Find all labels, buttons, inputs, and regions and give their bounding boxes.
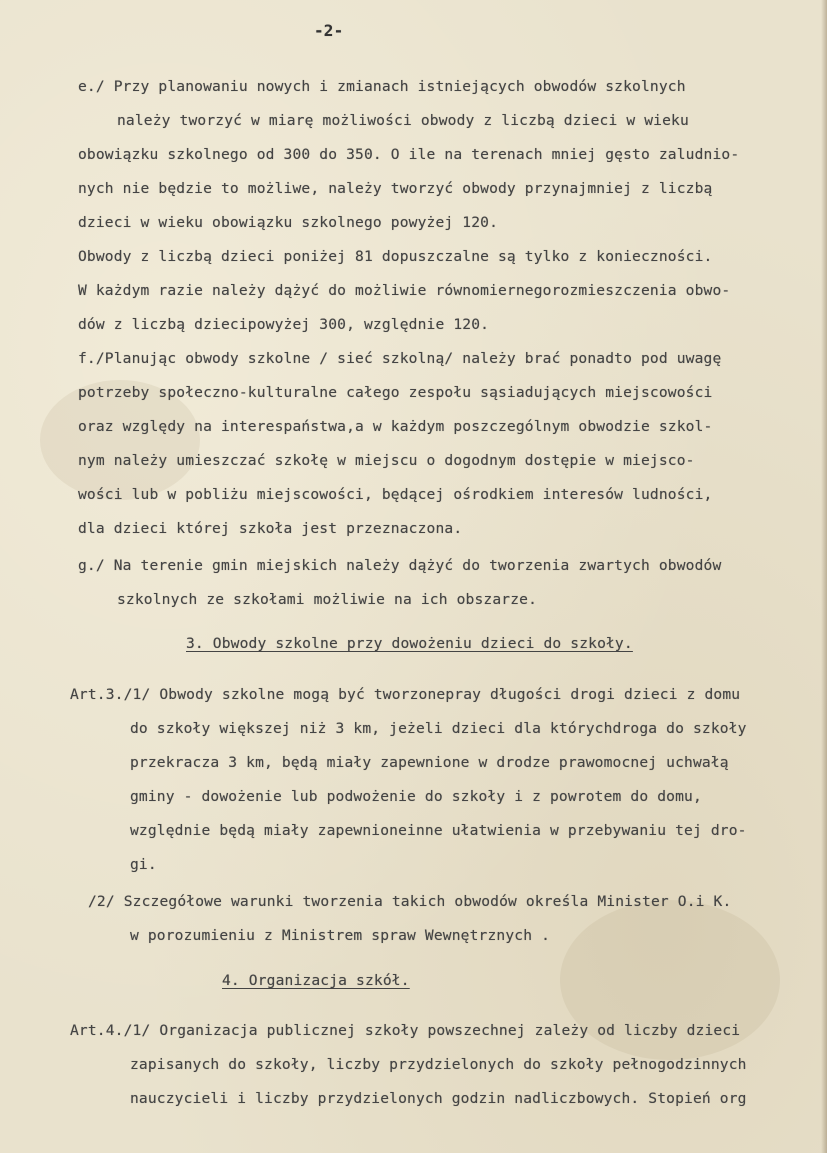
- text-line: należy tworzyć w miarę możliwości obwody z liczbą dzieci w wieku: [117, 112, 689, 129]
- text-line: f./Planując obwody szkolne / sieć szkolną/ należy brać ponadto pod uwagę: [78, 350, 722, 367]
- text-line: w porozumieniu z Ministrem spraw Wewnętrznych .: [130, 927, 551, 944]
- text-line: wości lub w pobliżu miejscowości, będącej ośrodkiem interesów ludności,: [78, 486, 713, 503]
- text-line: zapisanych do szkoły, liczby przydzielonych do szkoły pełnogodzinnych: [130, 1056, 747, 1073]
- text-line: Art.4./1/ Organizacja publicznej szkoły powszechnej zależy od liczby dzieci: [70, 1022, 741, 1039]
- text-line: dów z liczbą dziecipowyżej 300, względnie 120.: [78, 316, 490, 333]
- section-heading: 3. Obwody szkolne przy dowożeniu dzieci do szkoły.: [186, 635, 633, 652]
- text-line: e./ Przy planowaniu nowych i zmianach istniejących obwodów szkolnych: [78, 78, 686, 95]
- text-line: obowiązku szkolnego od 300 do 350. O ile na terenach mniej gęsto zaludnio-: [78, 146, 740, 163]
- text-line: nauczycieli i liczby przydzielonych godzin nadliczbowych. Stopień org: [130, 1090, 747, 1107]
- section-heading: 4. Organizacja szkół.: [222, 972, 410, 989]
- text-line: przekracza 3 km, będą miały zapewnione w drodze prawomocnej uchwałą: [130, 754, 729, 771]
- text-line: W każdym razie należy dążyć do możliwie równomiernegorozmieszczenia obwo-: [78, 282, 731, 299]
- text-line: g./ Na terenie gmin miejskich należy dążyć do tworzenia zwartych obwodów: [78, 557, 722, 574]
- text-line: nych nie będzie to możliwe, należy tworzyć obwody przynajmniej z liczbą: [78, 180, 713, 197]
- text-line: Art.3./1/ Obwody szkolne mogą być tworzonepray długości drogi dzieci z domu: [70, 686, 741, 703]
- text-line: potrzeby społeczno-kulturalne całego zespołu sąsiadujących miejscowości: [78, 384, 713, 401]
- page-edge-shadow: [821, 0, 827, 1153]
- text-line: szkolnych ze szkołami możliwie na ich obszarze.: [117, 591, 538, 608]
- text-line: /2/ Szczegółowe warunki tworzenia takich obwodów określa Minister O.i K.: [88, 893, 732, 910]
- text-line: gi.: [130, 856, 157, 873]
- text-line: dzieci w wieku obowiązku szkolnego powyżej 120.: [78, 214, 499, 231]
- text-line: oraz względy na interespaństwa,a w każdym poszczególnym obwodzie szkol-: [78, 418, 713, 435]
- text-line: Obwody z liczbą dzieci poniżej 81 dopuszczalne są tylko z konieczności.: [78, 248, 713, 265]
- text-line: gminy - dowożenie lub podwożenie do szkoły i z powrotem do domu,: [130, 788, 702, 805]
- text-line: dla dzieci której szkoła jest przeznaczona.: [78, 520, 463, 537]
- page-number: -2-: [314, 21, 344, 40]
- text-line: do szkoły większej niż 3 km, jeżeli dzieci dla którychdroga do szkoły: [130, 720, 747, 737]
- text-line: względnie będą miały zapewnioneinne ułatwienia w przebywaniu tej dro-: [130, 822, 747, 839]
- text-line: nym należy umieszczać szkołę w miejscu o dogodnym dostępie w miejsco-: [78, 452, 695, 469]
